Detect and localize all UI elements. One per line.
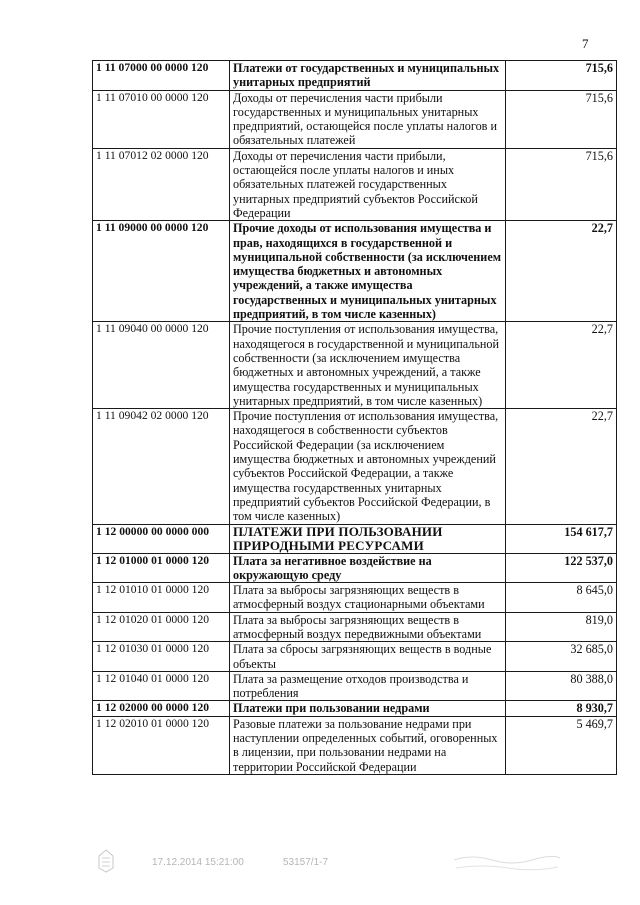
footer-stamp-logo <box>96 848 116 874</box>
row-amount: 122 537,0 <box>506 553 617 583</box>
row-amount: 715,6 <box>506 148 617 220</box>
row-code: 1 11 07010 00 0000 120 <box>93 90 230 148</box>
table-row <box>93 642 617 672</box>
row-amount: 8 930,7 <box>506 701 617 716</box>
row-name: Плата за выбросы загрязняющих веществ в атмосферный воздух передвижными объектами <box>230 612 506 642</box>
row-name: Плата за размещение отходов производства и потребления <box>230 671 506 701</box>
row-name: ПЛАТЕЖИ ПРИ ПОЛЬЗОВАНИИ ПРИРОДНЫМИ РЕСУРСАМИ <box>230 524 506 553</box>
footer-faint-mark <box>452 852 562 874</box>
row-amount: 32 685,0 <box>506 642 617 672</box>
row-code: 1 12 01010 01 0000 120 <box>93 583 230 613</box>
footer-timestamp: 17.12.2014 15:21:00 <box>152 857 244 868</box>
row-code: 1 12 02010 01 0000 120 <box>93 716 230 774</box>
table-row <box>93 671 617 701</box>
row-name: Прочие поступления от использования имущества, находящегося в государственной и муниципальной собственности (за исключением имущества бюджетных и автономных учреждений, а также имущества государственных и муниципальных унитарных предприятий, в том числе казенных) <box>230 322 506 409</box>
page-number: 7 <box>582 36 589 51</box>
footer-document-number: 53157/1-7 <box>283 857 329 868</box>
row-amount: 80 388,0 <box>506 671 617 701</box>
row-name: Платежи при пользовании недрами <box>230 701 506 716</box>
row-amount: 22,7 <box>506 409 617 524</box>
row-name: Платежи от государственных и муниципальных унитарных предприятий <box>230 61 506 91</box>
row-amount: 22,7 <box>506 221 617 322</box>
row-name: Прочие доходы от использования имущества и прав, находящихся в государственной и муниципальной собственности (за исключением имущества бюджетных и автономных учреждений, а также имущества государственных и муниципальных унитарных предприятий, в том числе казенных) <box>230 221 506 322</box>
table-row <box>93 148 617 220</box>
row-code: 1 11 09000 00 0000 120 <box>93 221 230 322</box>
table-row <box>93 524 617 553</box>
table-row <box>93 612 617 642</box>
row-name: Плата за выбросы загрязняющих веществ в атмосферный воздух стационарными объектами <box>230 583 506 613</box>
row-amount: 715,6 <box>506 90 617 148</box>
row-code: 1 12 01020 01 0000 120 <box>93 612 230 642</box>
row-name: Разовые платежи за пользование недрами при наступлении определенных событий, оговоренных в лицензии, при пользовании недрами на территории Российской Федерации <box>230 716 506 774</box>
row-name: Плата за сбросы загрязняющих веществ в водные объекты <box>230 642 506 672</box>
row-name: Доходы от перечисления части прибыли государственных и муниципальных унитарных предприятий, остающейся после уплаты налогов и обязательных платежей <box>230 90 506 148</box>
row-amount: 22,7 <box>506 322 617 409</box>
row-name: Прочие поступления от использования имущества, находящегося в собственности субъектов Российской Федерации (за исключением имущества бюджетных и автономных учреждений субъектов Российской Федерации, а также имущества государственных унитарных предприятий субъектов Российской Федерации, в том числе казенных) <box>230 409 506 524</box>
row-code: 1 12 00000 00 0000 000 <box>93 524 230 553</box>
budget-revenue-table <box>92 60 617 775</box>
row-amount: 154 617,7 <box>506 524 617 553</box>
row-amount: 715,6 <box>506 61 617 91</box>
table-row <box>93 716 617 774</box>
row-code: 1 12 01040 01 0000 120 <box>93 671 230 701</box>
row-code: 1 11 07000 00 0000 120 <box>93 61 230 91</box>
row-name: Плата за негативное воздействие на окружающую среду <box>230 553 506 583</box>
row-amount: 819,0 <box>506 612 617 642</box>
row-amount: 5 469,7 <box>506 716 617 774</box>
row-code: 1 12 01030 01 0000 120 <box>93 642 230 672</box>
table-row <box>93 61 617 91</box>
table-row <box>93 583 617 613</box>
row-amount: 8 645,0 <box>506 583 617 613</box>
row-code: 1 11 09042 02 0000 120 <box>93 409 230 524</box>
row-code: 1 12 02000 00 0000 120 <box>93 701 230 716</box>
table-row <box>93 322 617 409</box>
table-row <box>93 409 617 524</box>
table-row <box>93 221 617 322</box>
table-row <box>93 553 617 583</box>
table-row <box>93 701 617 716</box>
row-code: 1 11 09040 00 0000 120 <box>93 322 230 409</box>
row-code: 1 11 07012 02 0000 120 <box>93 148 230 220</box>
row-name: Доходы от перечисления части прибыли, остающейся после уплаты налогов и иных обязательных платежей государственных унитарных предприятий субъектов Российской Федерации <box>230 148 506 220</box>
table-row <box>93 90 617 148</box>
row-code: 1 12 01000 01 0000 120 <box>93 553 230 583</box>
table-body <box>93 61 617 775</box>
